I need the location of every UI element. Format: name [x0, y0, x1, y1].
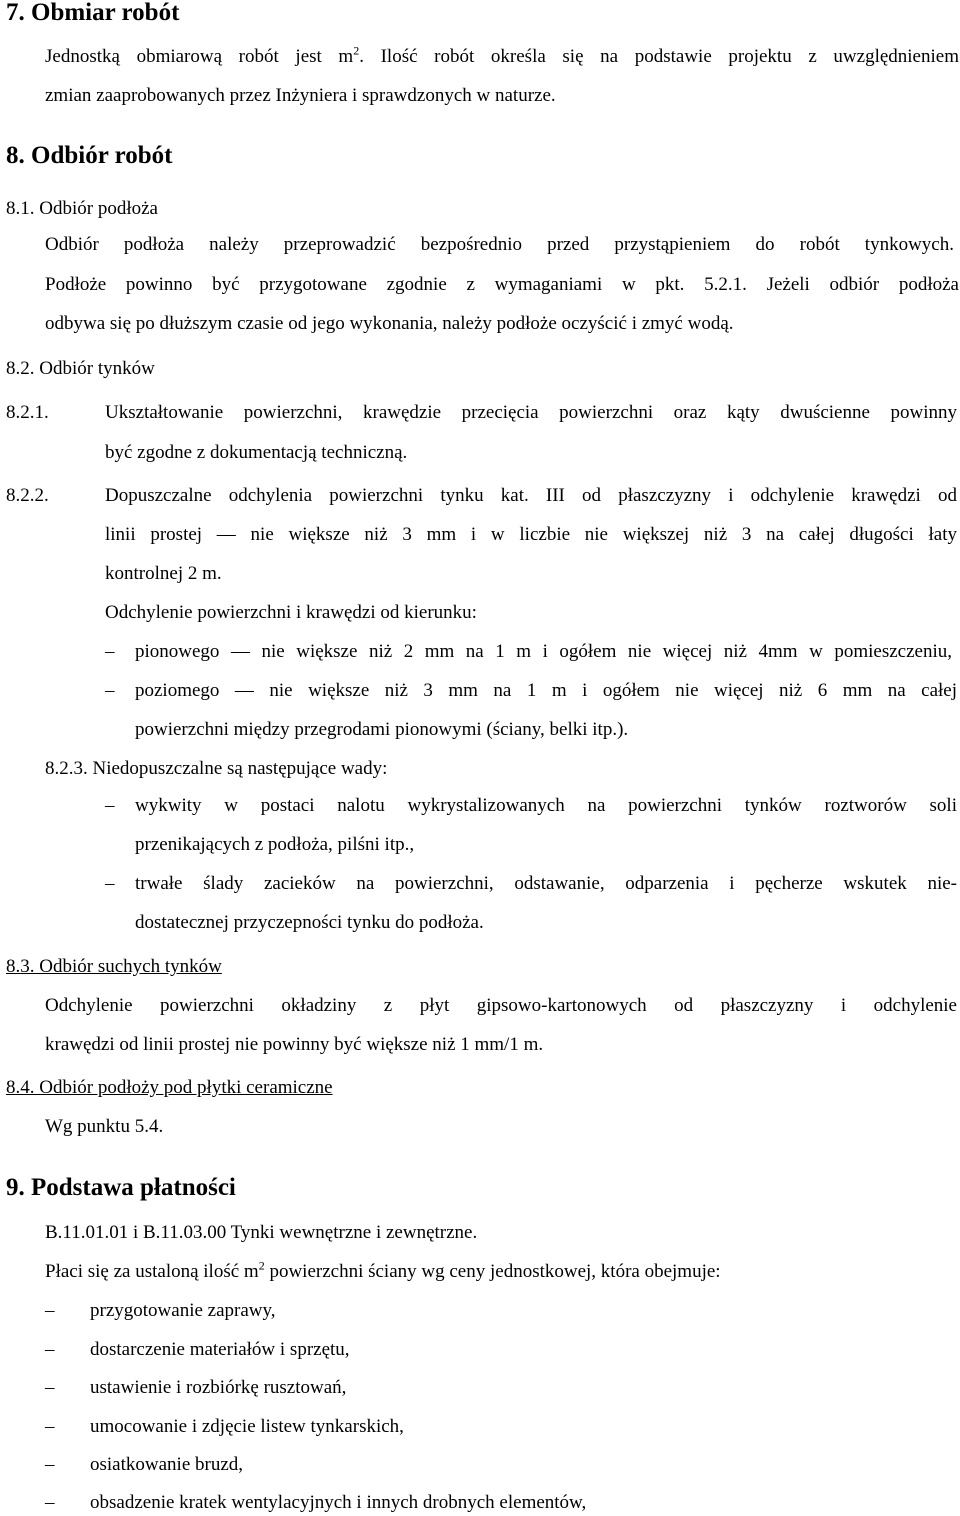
section-7-paragraph-line-1: Jednostką obmiarową robót jest $m^2$. Ilość robót określa się na podstawie projektu z uwzględnieniem — [45, 43, 959, 67]
section-8-4-line: Wg punktu 5.4. — [45, 1116, 164, 1137]
payment-item: umocowanie i zdjęcie listew tynkarskich, — [90, 1416, 404, 1437]
list-bullet-dash: – — [45, 1377, 55, 1398]
section-8-2-1-line-2: być zgodne z dokumentacją techniczną. — [105, 442, 408, 463]
section-8-2-2-number: 8.2.2. — [6, 485, 49, 506]
section-9-line-1: B.11.01.01 i B.11.03.00 Tynki wewnętrzne i zewnętrzne. — [45, 1222, 478, 1243]
list-bullet-dash: – — [105, 795, 115, 816]
list-bullet-dash: – — [45, 1339, 55, 1360]
defect-item-2-line-1: trwałe ślady zacieków na powierzchni, odstawanie, odparzenia i pęcherze wskutek nie- — [135, 873, 957, 894]
deviation-horizontal-item-line-1: poziomego — nie większe niż 3 mm na 1 m i ogółem nie więcej niż 6 mm na całej — [135, 680, 957, 701]
payment-item: dostarczenie materiałów i sprzętu, — [90, 1339, 350, 1360]
section-8-4-title: 8.4. Odbiór podłoży pod płytki ceramiczne — [6, 1077, 333, 1098]
section-8-1-line-1: Odbiór podłoża należy przeprowadzić bezpośrednio przed przystąpieniem do robót tynkowych. — [45, 234, 954, 255]
section-7-paragraph-line-2: zmian zaaprobowanych przez Inżyniera i sprawdzonych w naturze. — [45, 85, 556, 106]
list-bullet-dash: – — [105, 641, 115, 662]
section-8-2-2-line-1: Dopuszczalne odchylenia powierzchni tynku kat. III od płaszczyzny i odchylenie krawędzi od — [105, 485, 957, 506]
section-8-3-title: 8.3. Odbiór suchych tynków — [6, 956, 222, 977]
payment-item: obsadzenie kratek wentylacyjnych i innych drobnych elementów, — [90, 1492, 587, 1513]
defect-item-1-line-1: wykwity w postaci nalotu wykrystalizowanych na powierzchni tynków roztworów soli — [135, 795, 957, 816]
section-8-1-title: 8.1. Odbiór podłoża — [6, 198, 158, 219]
list-bullet-dash: – — [105, 680, 115, 701]
section-8-3-line-1: Odchylenie powierzchni okładziny z płyt gipsowo-kartonowych od płaszczyzny i odchylenie — [45, 995, 957, 1016]
section-8-2-2-line-3: kontrolnej 2 m. — [105, 563, 222, 584]
list-bullet-dash: – — [45, 1300, 55, 1321]
section-8-2-1-line-1: Ukształtowanie powierzchni, krawędzie przecięcia powierzchni oraz kąty dwuścienne powinny — [105, 402, 957, 423]
section-8-2-2-line-2: linii prostej — nie większe niż 3 mm i w liczbie nie większej niż 3 na całej długości łaty — [105, 524, 957, 545]
payment-item: przygotowanie zaprawy, — [90, 1300, 276, 1321]
list-bullet-dash: – — [105, 873, 115, 894]
section-8-2-2-intro: Odchylenie powierzchni i krawędzi od kierunku: — [105, 602, 477, 623]
section-8-3-line-2: krawędzi od linii prostej nie powinny być większe niż 1 mm/1 m. — [45, 1034, 544, 1055]
defect-item-2-line-2: dostatecznej przyczepności tynku do podłoża. — [135, 912, 484, 933]
section-8-2-3-line: 8.2.3. Niedopuszczalne są następujące wady: — [45, 758, 388, 779]
section-8-1-line-2: Podłoże powinno być przygotowane zgodnie z wymaganiami w pkt. 5.2.1. Jeżeli odbiór podłoża — [45, 274, 959, 295]
section-8-2-1-number: 8.2.1. — [6, 402, 49, 423]
section-7-heading: 7. Obmiar robót — [6, 0, 180, 26]
section-9-heading: 9. Podstawa płatności — [6, 1174, 236, 1201]
section-8-2-title: 8.2. Odbiór tynków — [6, 358, 155, 379]
section-9-line-2: Płaci się za ustaloną ilość $m^2$ powierzchni ściany wg ceny jednostkowej, która obejmuje: — [45, 1258, 721, 1282]
list-bullet-dash: – — [45, 1492, 55, 1513]
payment-item: ustawienie i rozbiórkę rusztowań, — [90, 1377, 347, 1398]
section-8-heading: 8. Odbiór robót — [6, 142, 173, 169]
payment-item: osiatkowanie bruzd, — [90, 1454, 244, 1475]
list-bullet-dash: – — [45, 1416, 55, 1437]
deviation-horizontal-item-line-2: powierzchni między przegrodami pionowymi (ściany, belki itp.). — [135, 719, 629, 740]
deviation-vertical-item: pionowego — nie większe niż 2 mm na 1 m i ogółem nie więcej niż 4mm w pomieszczeniu, — [135, 641, 952, 662]
list-bullet-dash: – — [45, 1454, 55, 1475]
defect-item-1-line-2: przenikających z podłoża, pilśni itp., — [135, 834, 415, 855]
section-8-1-line-3: odbywa się po dłuższym czasie od jego wykonania, należy podłoże oczyścić i zmyć wodą. — [45, 313, 734, 334]
